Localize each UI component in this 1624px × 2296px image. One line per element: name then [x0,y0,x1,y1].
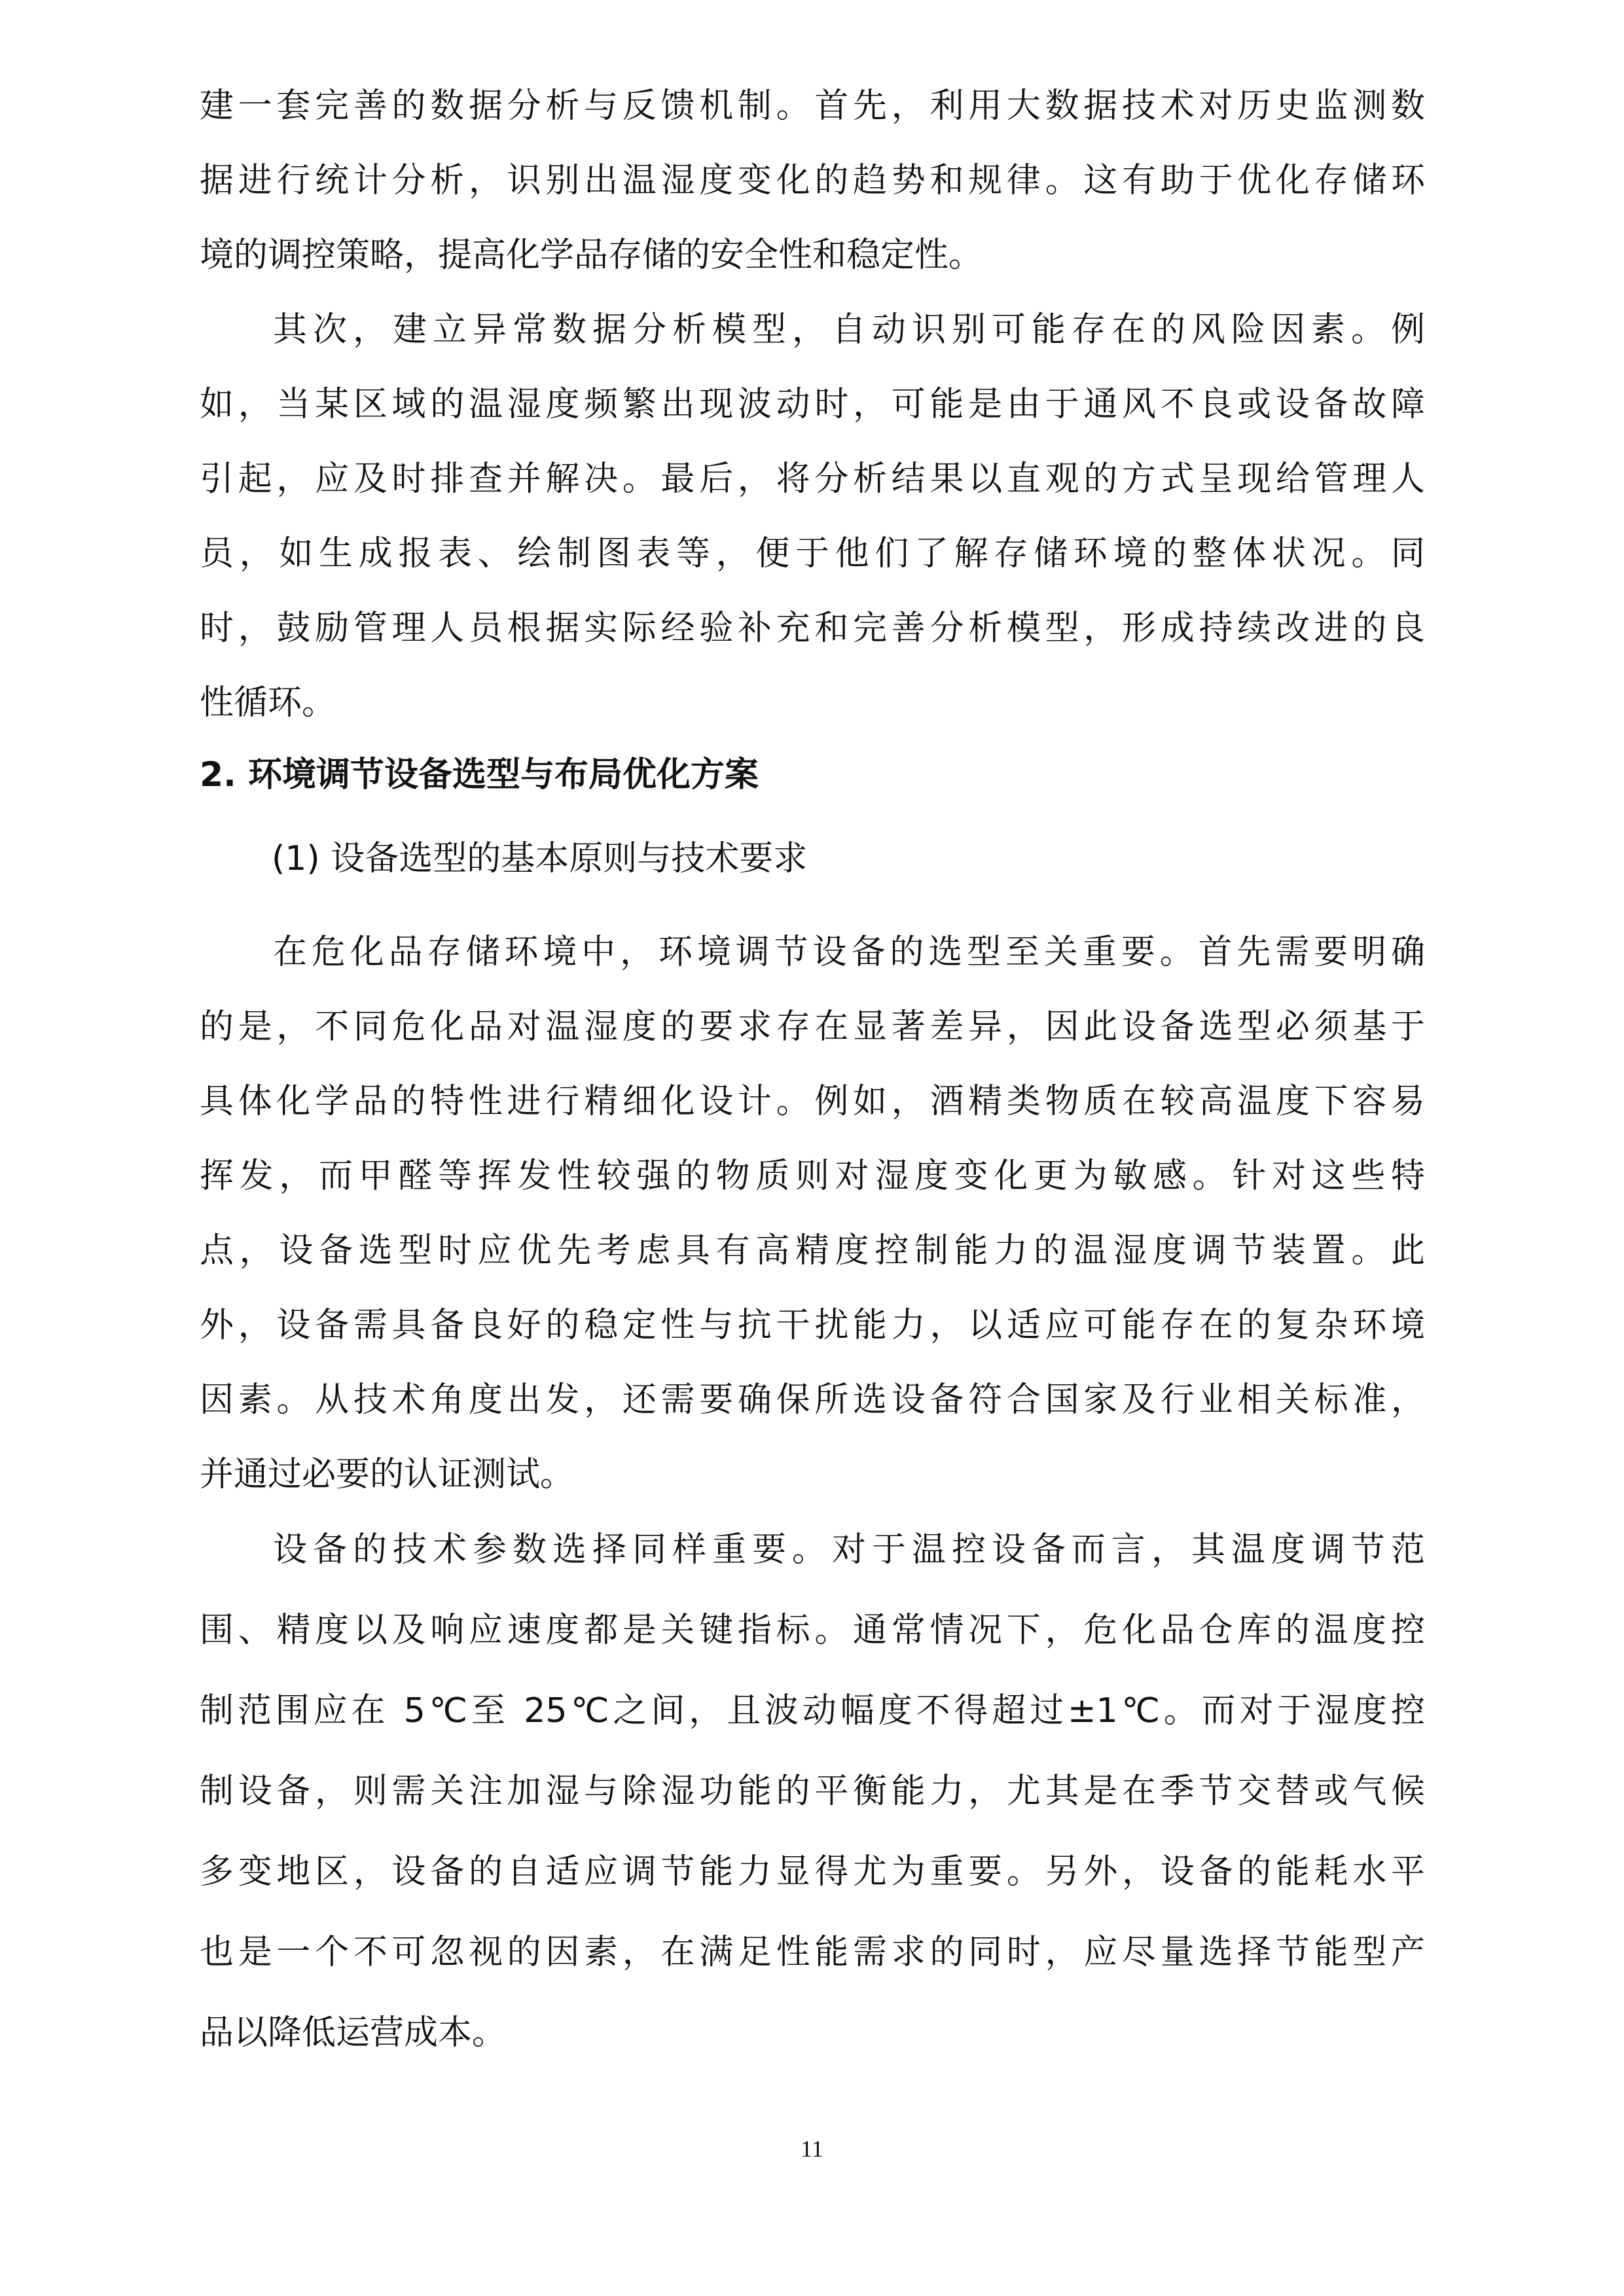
text-line: 时，鼓励管理人员根据实际经验补充和完善分析模型，形成持续改进的良 [200,609,1425,648]
text-line: 并通过必要的认证测试。 [200,1455,575,1494]
text-line: 制范围应在 5℃至 25℃之间，且波动幅度不得超过±1℃。而对于湿度控 [200,1691,1425,1731]
text-line: 设备的技术参数选择同样重要。对于温控设备而言，其温度调节范 [273,1530,1425,1570]
text-line: 也是一个不可忽视的因素，在满足性能需求的同时，应尽量选择节能型产 [200,1933,1425,1972]
text-line: 因素。从技术角度出发，还需要确保所选设备符合国家及行业相关标准， [200,1380,1425,1420]
text-line: 建一套完善的数据分析与反馈机制。首先，利用大数据技术对历史监测数 [200,86,1425,126]
section-heading: 2. 环境调节设备选型与布局优化方案 [200,755,759,795]
paragraph-anomaly-model [200,293,1425,740]
text-line: 挥发，而甲醛等挥发性较强的物质则对湿度变化更为敏感。针对这些特 [200,1157,1425,1196]
subsection-heading: (1) 设备选型的基本原则与技术要求 [272,839,808,878]
text-line: 制设备，则需关注加湿与除湿功能的平衡能力，尤其是在季节交替或气候 [200,1772,1425,1811]
paragraph-data-analysis [200,69,1425,293]
text-line: 其次，建立异常数据分析模型，自动识别可能存在的风险因素。例 [273,310,1425,350]
text-line: 外，设备需具备良好的稳定性与抗干扰能力，以适应可能存在的复杂环境 [200,1306,1425,1345]
text-line: 具体化学品的特性进行精细化设计。例如，酒精类物质在较高温度下容易 [200,1082,1425,1121]
text-line: 在危化品存储环境中，环境调节设备的选型至关重要。首先需要明确 [273,933,1425,972]
text-line: 境的调控策略，提高化学品存储的安全性和稳定性。 [200,236,983,275]
text-line: 员，如生成报表、绘制图表等，便于他们了解存储环境的整体状况。同 [200,534,1425,573]
text-line: 引起，应及时排查并解决。最后，将分析结果以直观的方式呈现给管理人 [200,459,1425,499]
text-line: 如，当某区域的温湿度频繁出现波动时，可能是由于通风不良或设备故障 [200,385,1425,424]
text-line: 多变地区，设备的自适应调节能力显得尤为重要。另外，设备的能耗水平 [200,1852,1425,1892]
text-line: 围、精度以及响应速度都是关键指标。通常情况下，危化品仓库的温度控 [200,1611,1425,1650]
text-line: 的是，不同危化品对温湿度的要求存在显著差异，因此设备选型必须基于 [200,1007,1425,1047]
paragraph-equipment-selection [200,915,1425,1512]
text-line: 点，设备选型时应优先考虑具有高精度控制能力的温湿度调节装置。此 [200,1231,1425,1270]
text-line: 性循环。 [200,683,336,723]
paragraph-technical-parameters [200,1510,1425,2073]
page-number: 11 [801,2136,823,2162]
text-line: 品以降低运营成本。 [200,2013,507,2053]
text-line: 据进行统计分析，识别出温湿度变化的趋势和规律。这有助于优化存储环 [200,161,1425,200]
